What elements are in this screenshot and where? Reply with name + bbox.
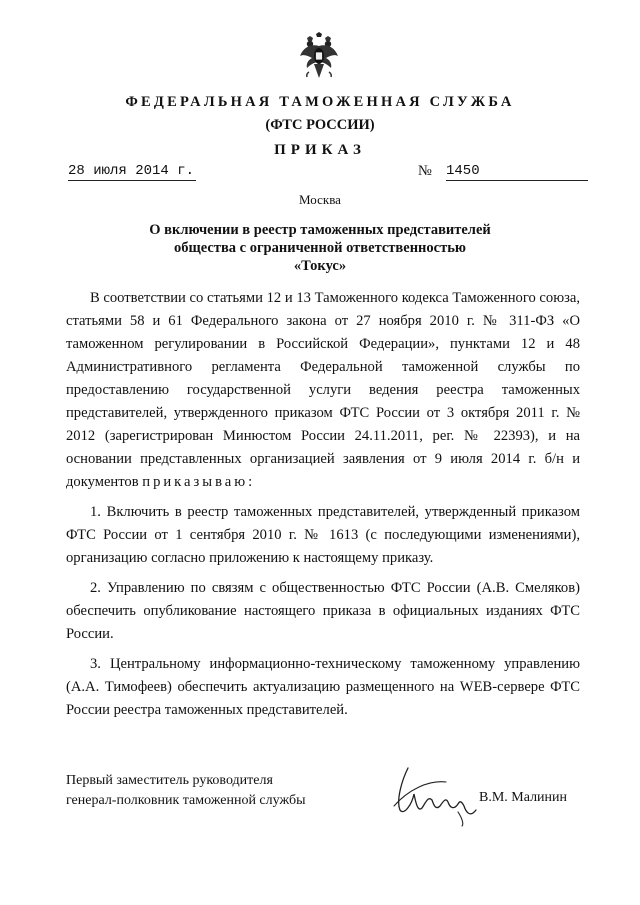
order-date: 28 июля 2014 г.	[68, 163, 195, 179]
order-word: приказываю:	[142, 474, 256, 490]
signer-position-line: генерал-полковник таможенной службы	[66, 793, 306, 808]
handwritten-signature	[388, 760, 484, 828]
signer-name: В.М. Малинин	[479, 790, 568, 805]
signer-position	[66, 771, 305, 811]
document-type: ПРИКАЗ	[274, 142, 366, 158]
city: Москва	[299, 192, 341, 207]
agency-name: ФЕДЕРАЛЬНАЯ ТАМОЖЕННАЯ СЛУЖБА	[125, 94, 515, 110]
title-line: общества с ограниченной ответственностью	[174, 240, 466, 256]
order-item: 1. Включить в реестр таможенных представителей, утвержденный приказом ФТС России от 1 сентября 2010 г. № 1613 (с последующими изменениями), организацию согласно приложению к настоящему приказу.	[66, 504, 580, 566]
order-body	[66, 287, 580, 722]
order-item: 3. Центральному информационно-техническому таможенному управлению (А.А. Тимофеев) обеспечить актуализацию размещенного на WEB-сервере ФТС России реестра таможенных представителей.	[66, 656, 580, 718]
title-line: О включении в реестр таможенных представителей	[149, 222, 491, 238]
order-number: 1450	[446, 163, 588, 181]
title-line: «Токус»	[293, 258, 347, 274]
preamble-text: В соответствии со статьями 12 и 13 Таможенного кодекса Таможенного союза, статьями 58 и 61 Федерального закона от 27 ноября 2010 г. № 311-ФЗ «О таможенном регулировании в Российской Федерации», пунктами 12 и 48 Административного регламента Федеральной таможенной службы по предоставлению государственной услуги ведения реестра таможенных представителей, утвержденного приказом ФТС России от 3 октября 2011 г. № 2012 (зарегистрирован Минюстом России 24.11.2011, рег. № 22393), и на основании представленных организацией заявления от 9 июля 2014 г. б/н и документов	[66, 290, 580, 490]
signer-position-line: Первый заместитель руководителя	[66, 773, 273, 788]
agency-abbreviation: (ФТС РОССИИ)	[265, 117, 375, 133]
order-title	[0, 221, 640, 275]
order-item: 2. Управлению по связям с общественностью ФТС России (А.В. Смеляков) обеспечить опубликование настоящего приказа в официальных изданиях ФТС России.	[66, 580, 580, 642]
double-headed-eagle-emblem-icon	[298, 32, 340, 80]
order-number-prefix: №	[418, 163, 432, 179]
preamble-paragraph	[66, 287, 580, 494]
